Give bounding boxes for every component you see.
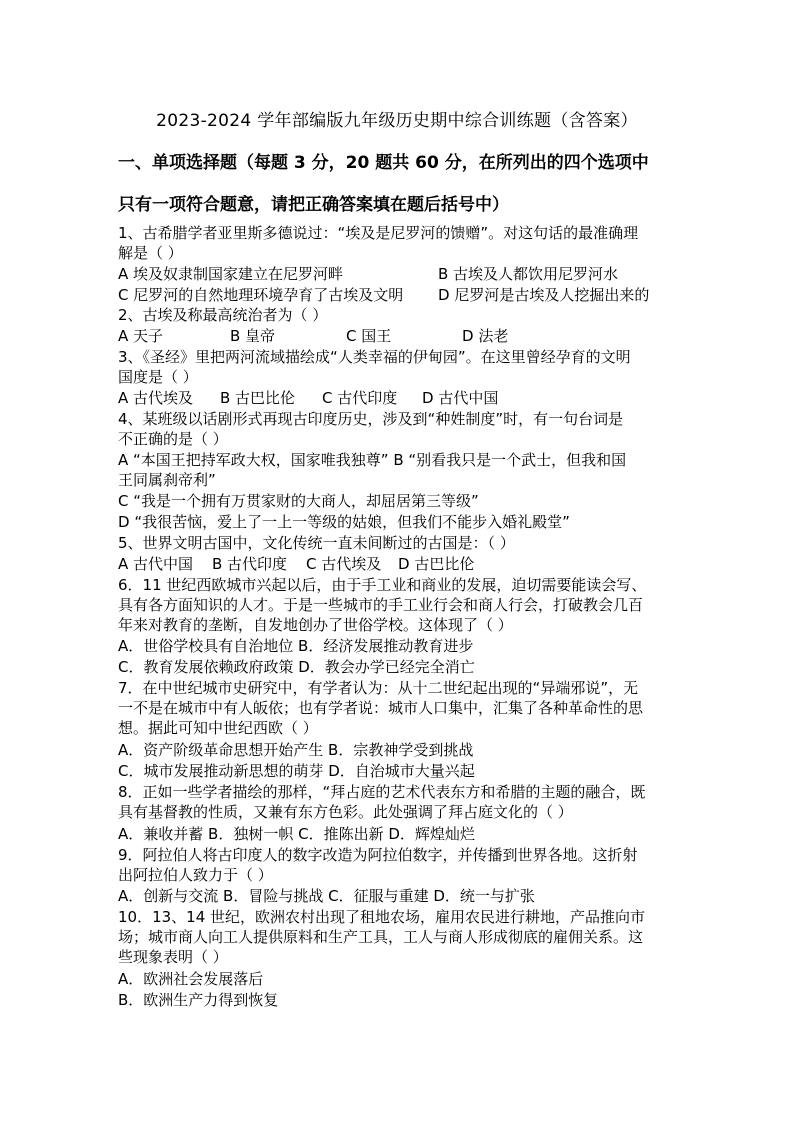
question-8-stem-line-2: 具有基督教的性质，又兼有东方色彩。此处强调了拜占庭文化的（ ） — [118, 803, 573, 821]
question-7-options-a-b: A．资产阶级革命思想开始产生 B．宗教神学受到挑战 — [118, 741, 474, 759]
section-heading-line-2: 只有一项符合题意，请把正确答案填在题后括号中） — [118, 195, 509, 215]
question-1-stem-line-2: 解是（ ） — [118, 244, 183, 262]
question-3-stem-line-1: 3、《圣经》里把两河流域描绘成“人类幸福的伊甸园”。在这里曾经孕育的文明 — [118, 348, 631, 366]
question-7-stem-line-3: 想。据此可知中世纪西欧（ ） — [118, 719, 318, 737]
question-10-stem-line-2: 场；城市商人向工人提供原料和生产工具，工人与商人形成彻底的雇佣关系。这 — [118, 928, 644, 946]
question-3-option-d: D 古代中国 — [422, 389, 499, 407]
question-2-option-a: A 天子 — [118, 327, 164, 345]
question-4-option-b-continued: 王同属刹帝利” — [118, 471, 216, 489]
question-5-option-a: A 古代中国 — [118, 555, 194, 573]
question-10-stem-line-3: 些现象表明（ ） — [118, 948, 228, 966]
question-6-options-a-b: A．世俗学校具有自治地位 B．经济发展推动教育进步 — [118, 637, 474, 655]
question-7-options-c-d: C．城市发展推动新思想的萌芽 D．自治城市大量兴起 — [118, 762, 475, 780]
question-1-stem-line-1: 1、古希腊学者亚里斯多德说过：“埃及是尼罗河的馈赠”。对这句话的最准确理 — [118, 224, 639, 242]
question-2-option-c: C 国王 — [346, 327, 392, 345]
question-1-option-d: D 尼罗河是古埃及人挖掘出来的 — [438, 286, 650, 304]
question-7-stem-line-2: 一不是在城市中有人皈依；也有学者说：城市人口集中，汇集了各种革命性的思 — [118, 699, 644, 717]
question-4-option-a-b: A “本国王把持军政大权，国家唯我独尊” B “别看我只是一个武士，但我和国 — [118, 451, 627, 469]
question-9-stem-line-1: 9．阿拉伯人将古印度人的数字改造为阿拉伯数字，并传播到世界各地。这折射 — [118, 846, 638, 864]
question-7-stem-line-1: 7．在中世纪城市史研究中，有学者认为：从十二世纪起出现的“异端邪说”，无 — [118, 679, 639, 697]
section-heading-line-1: 一、单项选择题（每题 3 分，20 题共 60 分，在所列出的四个选项中 — [118, 153, 649, 173]
question-6-stem-line-1: 6．11 世纪西欧城市兴起以后，由于手工业和商业的发展，迫切需要能读会写、 — [118, 576, 647, 594]
question-2-option-d: D 法老 — [462, 327, 509, 345]
question-4-stem-line-2: 不正确的是（ ） — [118, 430, 228, 448]
question-10-option-b: B．欧洲生产力得到恢复 — [118, 991, 279, 1009]
question-1-option-c: C 尼罗河的自然地理环境孕育了古埃及文明 — [118, 286, 404, 304]
question-3-stem-line-2: 国度是（ ） — [118, 368, 198, 386]
document-title: 2023-2024 学年部编版九年级历史期中综合训练题（含答案） — [156, 111, 638, 131]
question-8-stem-line-1: 8．正如一些学者描绘的那样，“拜占庭的艺术代表东方和希腊的主题的融合，既 — [118, 783, 646, 801]
question-10-option-a: A．欧洲社会发展落后 — [118, 970, 264, 988]
question-1-option-b: B 古埃及人都饮用尼罗河水 — [438, 265, 619, 283]
question-5-stem: 5、世界文明古国中，文化传统一直未间断过的古国是：（ ） — [118, 534, 515, 552]
question-8-options: A．兼收并蓄 B．独树一帜 C．推陈出新 D．辉煌灿烂 — [118, 825, 475, 843]
question-9-options: A．创新与交流 B．冒险与挑战 C．征服与重建 D．统一与扩张 — [118, 887, 535, 905]
question-3-option-b: B 古巴比伦 — [220, 389, 296, 407]
question-9-stem-line-2: 出阿拉伯人致力于（ ） — [118, 866, 273, 884]
question-4-stem-line-1: 4、某班级以话剧形式再现古印度历史，涉及到“种姓制度”时，有一句台词是 — [118, 410, 624, 428]
question-2-option-b: B 皇帝 — [230, 327, 276, 345]
question-6-stem-line-3: 年来对教育的垄断，自发地创办了世俗学校。这体现了（ ） — [118, 616, 513, 634]
question-10-stem-line-1: 10．13、14 世纪，欧洲农村出现了租地农场，雇用农民进行耕地，产品推向市 — [118, 908, 646, 926]
question-3-option-a: A 古代埃及 — [118, 389, 194, 407]
question-2-stem: 2、古埃及称最高统治者为（ ） — [118, 306, 328, 324]
question-6-options-c-d: C．教育发展依赖政府政策 D．教会办学已经完全消亡 — [118, 658, 475, 676]
question-1-option-a: A 埃及奴隶制国家建立在尼罗河畔 — [118, 265, 344, 283]
question-6-stem-line-2: 具有各方面知识的人才。于是一些城市的手工业行会和商人行会，打破教会几百 — [118, 596, 644, 614]
question-3-option-c: C 古代印度 — [322, 389, 398, 407]
question-4-option-c: C “我是一个拥有万贯家财的大商人，却屈居第三等级” — [118, 492, 479, 510]
question-4-option-d: D “我很苦恼，爱上了一上一等级的姑娘，但我们不能步入婚礼殿堂” — [118, 513, 570, 531]
question-5-option-b: B 古代印度 — [212, 555, 288, 573]
question-5-option-c: C 古代埃及 — [306, 555, 382, 573]
question-5-option-d: D 古巴比伦 — [398, 555, 475, 573]
